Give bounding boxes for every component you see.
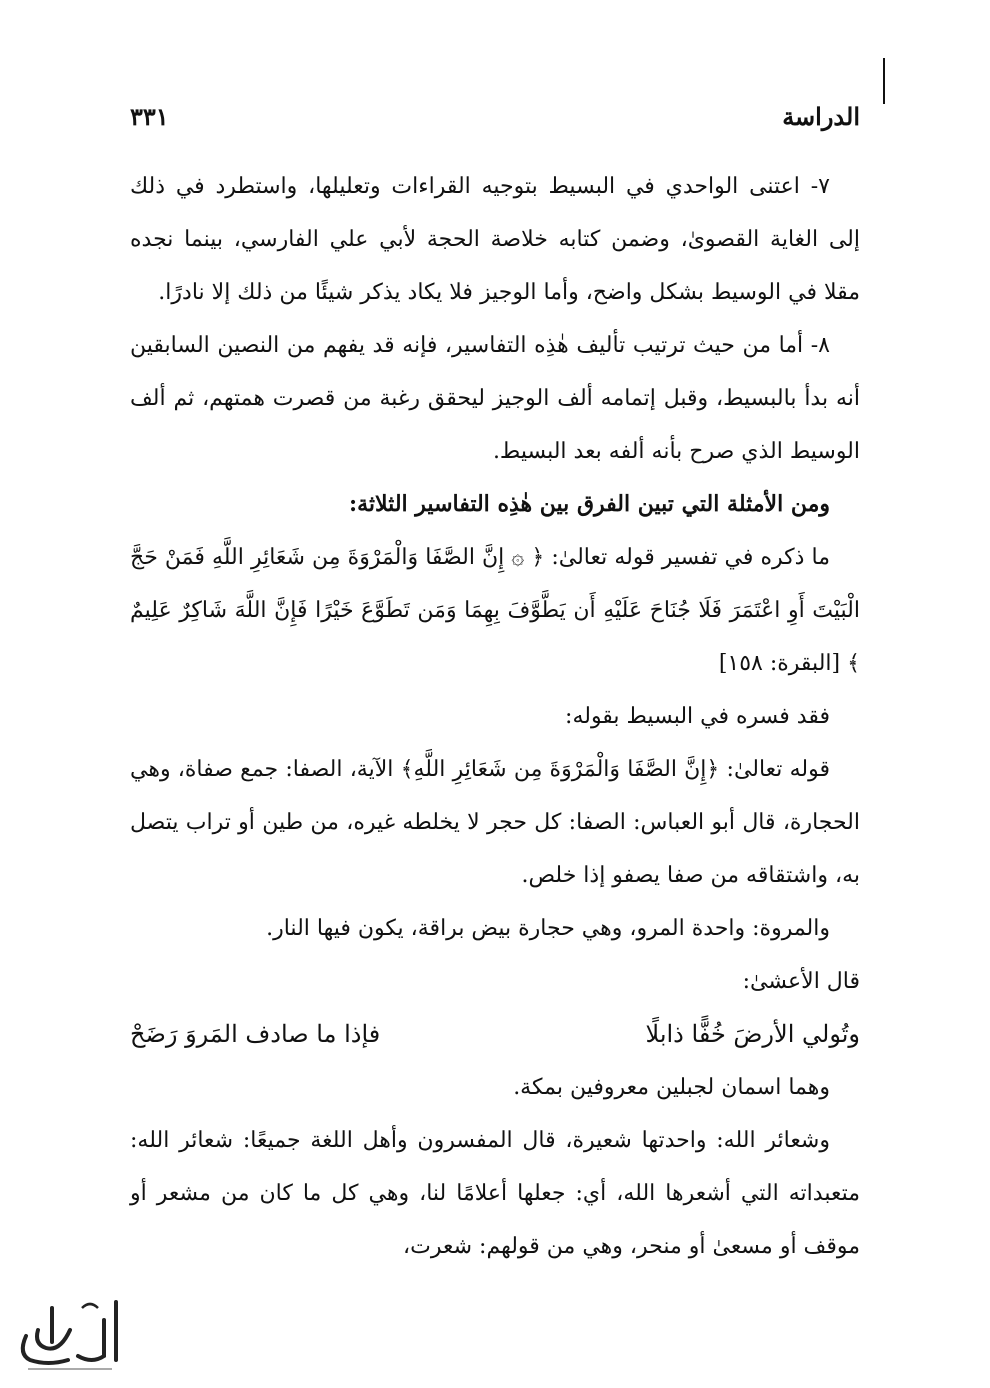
quote-paragraph bbox=[130, 531, 860, 690]
tafsir-start: قوله تعالىٰ: bbox=[726, 757, 831, 782]
tafsir-paragraph bbox=[130, 743, 860, 902]
page-number: ٣٣١ bbox=[130, 101, 169, 131]
quran-verse-short: ﴿إِنَّ الصَّفَا وَالْمَرْوَةَ مِن شَعَائِرِ اللَّهِ﴾ bbox=[400, 757, 720, 782]
calligraphy-watermark-logo bbox=[8, 1290, 128, 1375]
margin-rule bbox=[883, 58, 885, 104]
marwa-paragraph: والمروة: واحدة المرو، وهي حجارة بيض براقة، يكون فيها النار. bbox=[266, 916, 830, 941]
poem-verse bbox=[130, 1008, 860, 1061]
asha-intro: قال الأعشىٰ: bbox=[742, 969, 860, 994]
paragraph-8: ٨- أما من حيث ترتيب تأليف هٰذِه التفاسير، فإنه قد يفهم من النصين السابقين أنه بدأ بالبسيط، وقبل إتمامه ألف الوجيز ليحقق رغبة من قصرت همتهم، ثم ألف الوسيط الذي صرح بأنه ألفه بعد البسيط. bbox=[130, 333, 860, 464]
mountains-paragraph: وهما اسمان لجبلين معروفين بمكة. bbox=[513, 1075, 830, 1100]
examples-heading: ومن الأمثلة التي تبين الفرق بين هٰذِه التفاسير الثلاثة: bbox=[349, 491, 830, 517]
page-body bbox=[130, 160, 860, 1273]
tafsir-rest: الآية، الصفا: جمع صفاة، وهي الحجارة، قال أبو العباس: الصفا: كل حجر لا يخلطه غيره، من طين أو تراب يتصل به، واشتقاقه من صفا يصفو إذا خلص. bbox=[130, 757, 860, 888]
section-title: الدراسة bbox=[782, 101, 860, 131]
page-header bbox=[130, 96, 860, 136]
basit-intro: فقد فسره في البسيط بقوله: bbox=[565, 704, 830, 729]
poem-hemistich-left: فإذا ما صادف المَروَ رَضَحْ bbox=[130, 1020, 381, 1048]
quote-intro: ما ذكره في تفسير قوله تعالىٰ: bbox=[551, 545, 830, 570]
shaair-paragraph: وشعائر الله: واحدتها شعيرة، قال المفسرون وأهل اللغة جميعًا: شعائر الله: متعبداته التي أشعرها الله، أي: جعلها أعلامًا لنا، وهي كل ما كان من مشعر أو موقف أو مسعىٰ أو منحر، وهي من قولهم: شعرت، bbox=[130, 1128, 860, 1259]
verse-reference: [البقرة: ١٥٨] bbox=[718, 651, 841, 676]
paragraph-7: ٧- اعتنى الواحدي في البسيط بتوجيه القراءات وتعليلها، واستطرد في ذلك إلى الغاية القصوىٰ، وضمن كتابه خلاصة الحجة لأبي علي الفارسي، بينما نجده مقلا في الوسيط بشكل واضح، وأما الوجيز فلا يكاد يذكر شيئًا من ذلك إلا نادرًا. bbox=[130, 174, 860, 305]
quran-verse: ﴿ ۞ إِنَّ الصَّفَا وَالْمَرْوَةَ مِن شَعَائِرِ اللَّهِ فَمَنْ حَجَّ الْبَيْتَ أَوِ اعْتَمَرَ فَلَا جُنَاحَ عَلَيْهِ أَن يَطَّوَّفَ بِهِمَا وَمَن تَطَوَّعَ خَيْرًا فَإِنَّ اللَّهَ شَاكِرٌ عَلِيمٌ ﴾ bbox=[130, 545, 860, 676]
poem-hemistich-right: وتُولي الأرضَ خُفًّا ذابلًا bbox=[645, 1020, 860, 1048]
